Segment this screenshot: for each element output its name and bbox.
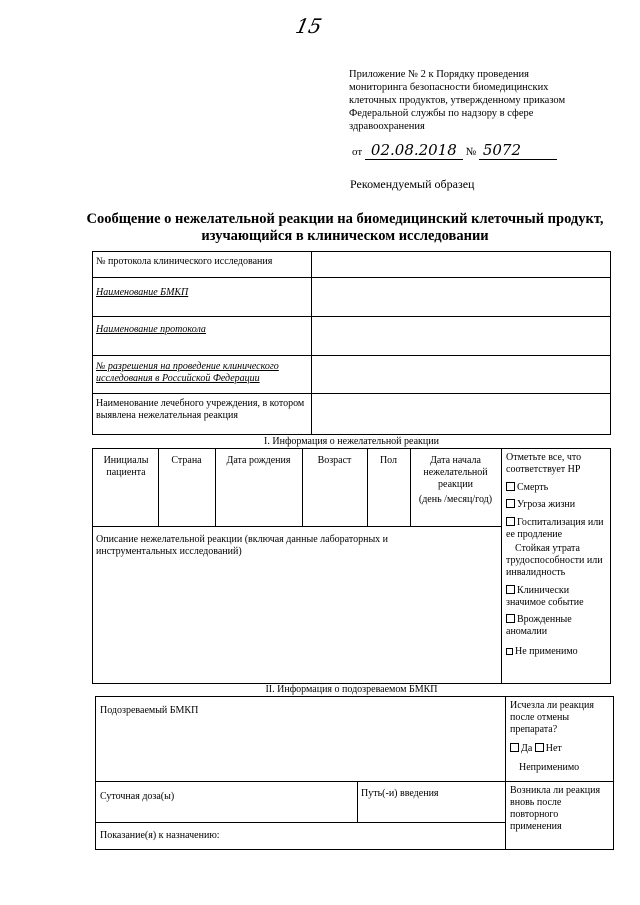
col-reaction-start-format: (день /месяц/год) <box>418 494 493 505</box>
option-hospitalization[interactable]: Госпитализация или ее продление <box>506 517 604 540</box>
mark-all-title: Отметьте все, что соответствует НР <box>506 452 582 475</box>
checkbox-icon <box>506 614 515 623</box>
checkbox-icon <box>506 517 515 526</box>
recurred-question: Возникла ли реакция вновь после повторного применения <box>510 785 601 832</box>
appendix-note: Приложение № 2 к Порядку проведения мониторинга безопасности биомедицинских клеточных продуктов, утвержденному приказом Федеральной службы по надзору в сфере здравоохранения <box>349 69 566 132</box>
protocol-number-field[interactable] <box>311 251 611 277</box>
col-birth-date: Дата рождения <box>226 455 291 466</box>
institution-label: Наименование лечебного учреждения, в котором выявлена нежелательная реакция <box>96 398 305 421</box>
col-reaction-start: Дата начала нежелательной реакции <box>423 455 488 490</box>
suspected-bmkp-field[interactable] <box>96 720 504 780</box>
col-country: Страна <box>171 455 202 466</box>
suspected-bmkp-label: Подозреваемый БМКП <box>100 705 199 716</box>
protocol-name-label: Наименование протокола <box>96 324 206 335</box>
indication-label: Показание(я) к назначению: <box>100 830 220 841</box>
order-date: 02.08.2018 <box>365 141 463 160</box>
disappeared-yes-no[interactable]: Да Нет <box>510 743 610 755</box>
order-number: 5072 <box>479 141 557 160</box>
disappeared-na[interactable]: Неприменимо <box>510 762 610 774</box>
col-sex: Пол <box>379 455 398 466</box>
option-death[interactable]: Смерть <box>506 482 610 494</box>
protocol-name-field[interactable] <box>311 316 611 355</box>
disappeared-question: Исчезла ли реакция после отмены препарата? <box>510 700 594 735</box>
checkbox-icon <box>506 585 515 594</box>
section1-title: I. Информация о нежелательной реакции <box>264 436 439 447</box>
option-not-applicable[interactable]: Не применимо <box>506 646 610 658</box>
checkbox-icon <box>510 763 517 770</box>
order-date-line <box>352 141 557 159</box>
form-title: Сообщение о нежелательной реакции на биомедицинский клеточный продукт, изучающийся в клиническом исследовании <box>86 211 604 244</box>
checkbox-icon <box>506 482 515 491</box>
checkbox-icon <box>506 544 513 551</box>
institution-field[interactable] <box>311 393 611 435</box>
permit-number-field[interactable] <box>311 355 611 393</box>
option-congenital-anomalies[interactable]: Врожденные аномалии <box>506 614 572 637</box>
col-patient-initials: Инициалы пациента <box>103 455 149 478</box>
option-life-threat[interactable]: Угроза жизни <box>506 499 610 511</box>
checkbox-icon <box>506 648 513 655</box>
route-label: Путь(-и) введения <box>361 788 439 799</box>
protocol-number-label: № протокола клинического исследования <box>96 256 273 267</box>
daily-dose-label: Суточная доза(ы) <box>100 791 175 802</box>
checkbox-icon <box>510 743 519 752</box>
recommended-sample-label: Рекомендуемый образец <box>350 177 475 191</box>
reaction-description-label: Описание нежелательной реакции (включая данные лабораторных и инструментальных исследований) <box>96 534 389 557</box>
reaction-description-field[interactable] <box>93 560 500 683</box>
col-age: Возраст <box>317 455 352 466</box>
option-clinical-event[interactable]: Клинически значимое событие <box>506 585 584 608</box>
page-number: 15 <box>293 14 325 38</box>
checkbox-icon <box>535 743 544 752</box>
number-label: № <box>465 146 477 158</box>
bmkp-name-label: Наименование БМКП <box>96 287 189 298</box>
bmkp-name-field[interactable] <box>311 277 611 316</box>
section2-title: II. Информация о подозреваемом БМКП <box>265 684 438 695</box>
permit-number-label: № разрешения на проведение клинического исследования в Российской Федерации <box>96 361 279 384</box>
option-disability[interactable]: Стойкая утрата трудоспособности или инвалидность <box>506 543 603 578</box>
checkbox-icon <box>506 499 515 508</box>
from-label: от <box>352 146 363 158</box>
